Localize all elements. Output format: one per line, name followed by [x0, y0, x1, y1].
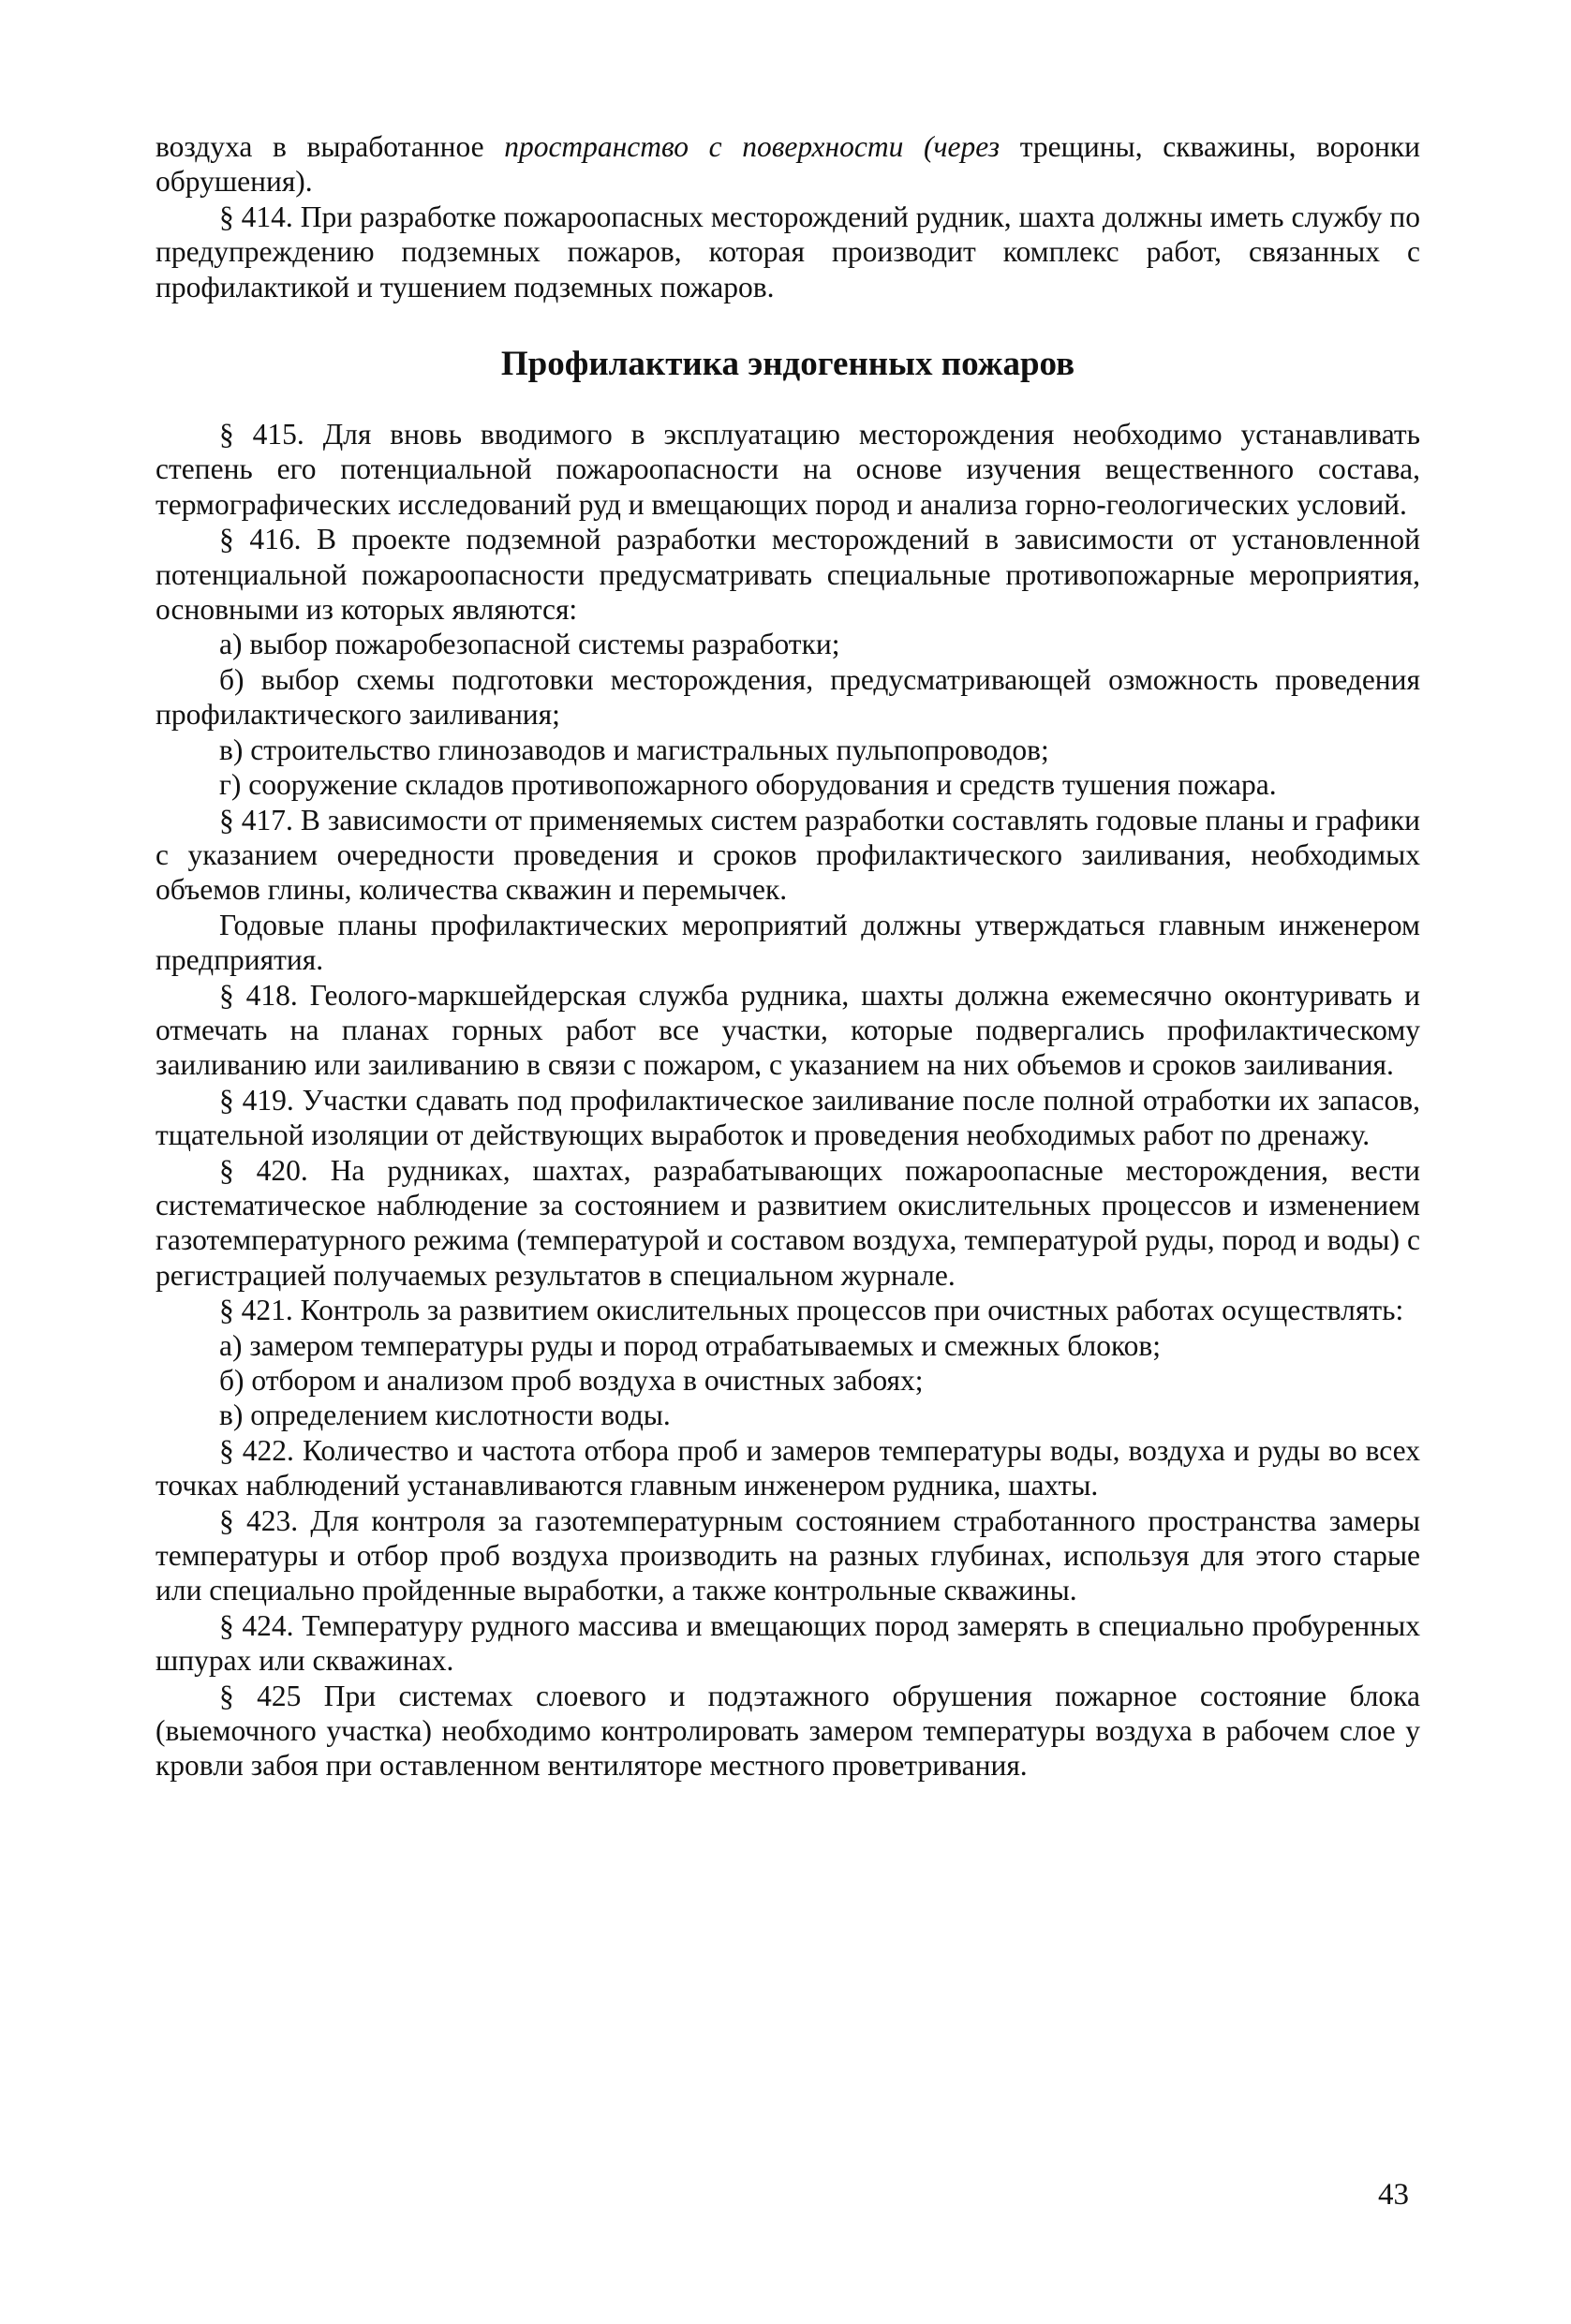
list-item-421-c: в) определением кислотности воды.: [219, 1399, 671, 1432]
paragraph-425: § 425 При системах слоевого и подэтажного обрушения пожарное состояние блока (выемочного участка) необходимо контролировать замером температуры воздуха в рабочем слое у кровли забоя при оставленном вентиляторе местного проветривания.: [156, 1679, 1420, 1783]
paragraph-414: § 414. При разработке пожароопасных месторождений рудник, шахта должны иметь службу по предупреждению подземных пожаров, которая производит комплекс работ, связанных с профилактикой и тушением подземных пожаров.: [156, 200, 1420, 303]
paragraph-415: § 415. Для вновь вводимого в эксплуатацию месторождения необходимо устанавливать степень его потенциальной пожароопасности на основе изучения вещественного состава, термографических исследований руд и вмещающих пород и анализа горно-геологических условий.: [156, 418, 1420, 521]
paragraph-417: § 417. В зависимости от применяемых систем разработки составлять годовые планы и графики с указанием очередности проведения и сроков профилактического заиливания, необходимых объемов глины, количества скважин и перемычек.: [156, 803, 1420, 907]
paragraph-421: § 421. Контроль за развитием окислительных процессов при очистных работах осуществлять:: [219, 1294, 1404, 1327]
paragraph-419: § 419. Участки сдавать под профилактическое заиливание после полной отработки их запасов, тщательной изоляции от действующих выработок и проведения необходимых работ по дренажу.: [156, 1083, 1420, 1152]
list-item-416-d: г) сооружение складов противопожарного оборудования и средств тушения пожара.: [219, 768, 1277, 802]
paragraph-418: § 418. Геолого-маркшейдерская служба рудника, шахты должна ежемесячно оконтуривать и отмечать на планах горных работ все участки, которые подвергались профилактическому заиливанию или заиливанию в связи с пожаром, с указанием на них объемов и сроков заиливания.: [156, 978, 1420, 1082]
list-item-416-b: б) выбор схемы подготовки месторождения, предусматривающей озможность проведения профилактического заиливания;: [156, 662, 1420, 732]
paragraph-423: § 423. Для контроля за газотемпературным состоянием стработанного пространства замеры температуры и отбор проб воздуха производить на разных глубинах, используя для этого старые или специально пройденные выработки, а также контрольные скважины.: [156, 1503, 1420, 1607]
document-page: [156, 129, 1420, 1784]
paragraph-424: § 424. Температуру рудного массива и вмещающих пород замерять в специально пробуренных шпурах или скважинах.: [156, 1608, 1420, 1678]
section-heading: Профилактика эндогенных пожаров: [500, 345, 1075, 384]
intro-text-italic: пространство с поверхности (через: [504, 130, 1000, 163]
page-number: 43: [1378, 2178, 1409, 2212]
intro-text-start: воздуха в выработанное: [156, 130, 505, 163]
list-item-416-a: а) выбор пожаробезопасной системы разработки;: [219, 628, 840, 661]
list-item-421-a: а) замером температуры руды и пород отрабатываемых и смежных блоков;: [219, 1328, 1162, 1362]
paragraph-417-annual-plans: Годовые планы профилактических мероприятий должны утверждаться главным инженером предприятия.: [156, 908, 1420, 977]
paragraph-422: § 422. Количество и частота отбора проб и замеров температуры воды, воздуха и руды во всех точках наблюдений устанавливаются главным инженером рудника, шахты.: [156, 1433, 1420, 1502]
intro-text-end: трещины, скважины, воронки обрушения).: [156, 130, 1421, 199]
list-item-416-c: в) строительство глинозаводов и магистральных пульпопроводов;: [219, 733, 1049, 766]
paragraph-420: § 420. На рудниках, шахтах, разрабатывающих пожароопасные месторождения, вести систематическое наблюдение за состоянием и развитием окислительных процессов и изменением газотемпературного режима (температурой и составом воздуха, температурой руды, пород и воды) с регистрацией получаемых результатов в специальном журнале.: [156, 1153, 1420, 1292]
paragraph-416: § 416. В проекте подземной разработки месторождений в зависимости от установленной потенциальной пожароопасности предусматривать специальные противопожарные мероприятия, основными из которых являются:: [156, 523, 1420, 627]
intro-continuation: [156, 129, 1420, 200]
list-item-421-b: б) отбором и анализом проб воздуха в очистных забоях;: [219, 1364, 924, 1397]
